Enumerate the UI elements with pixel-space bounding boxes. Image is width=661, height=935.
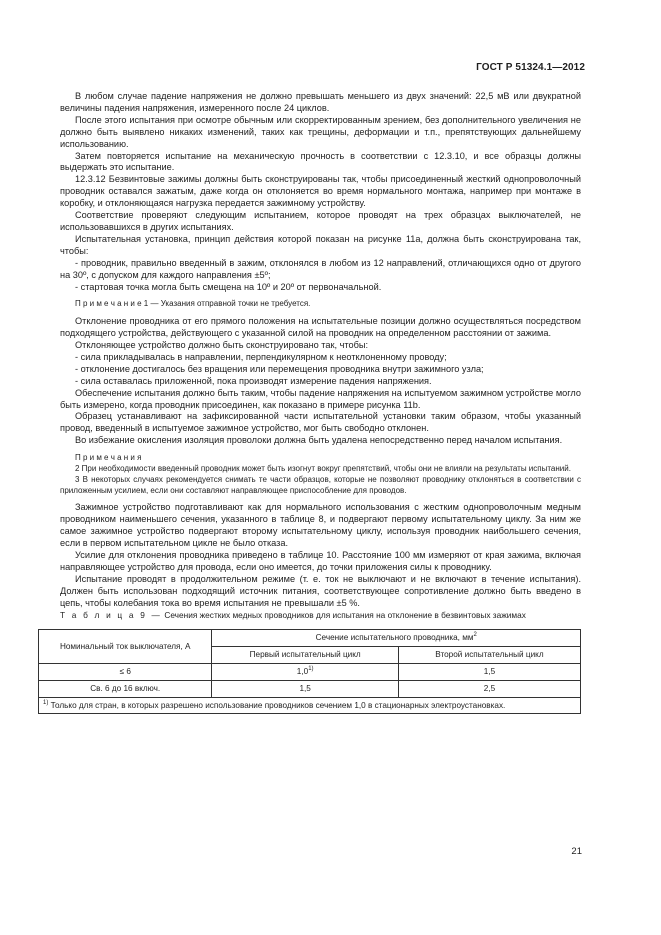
- note-1-text: Указания отправной точки не требуется.: [160, 299, 311, 309]
- header-first-cycle: Первый испытательный цикл: [212, 647, 398, 664]
- paragraph: В любом случае падение напряжения не должно превышать меньшего из двух значений: 22,5 мВ или двукратной величины падения напряжения, измеренного после 24 циклов.: [60, 91, 581, 113]
- table-title: Сечения жестких медных проводников для испытания на отклонение в безвинтовых зажимах: [164, 609, 526, 620]
- paragraph: Во избежание окисления изоляция проволоки должна быть удалена непосредственно перед началом испытания.: [75, 435, 563, 446]
- paragraph: Обеспечение испытания должно быть таким, чтобы падение напряжения на испытуемом зажимном устройстве могло быть измерено, когда проводник присоединен, как показано в примере рисунка 11b.: [60, 387, 581, 410]
- table-row: [39, 664, 581, 681]
- standard-header: ГОСТ Р 51324.1—2012: [476, 62, 585, 73]
- paragraph: - сила прикладывалась в направлении, перпендикулярном к неотклоненному проводу;: [75, 351, 447, 362]
- paragraph: Зажимное устройство подготавливают как для нормального использования с жестким однопроволочным медным проводником наименьшего сечения, указанного в таблице 8, и подвергают первому испытательному циклу. За ним же самое зажимное устройство подвергают второму испытательному циклу, используя проводник наибольшего сечения, если в первом испытательном цикле не было отказа.: [60, 502, 581, 549]
- paragraph: 12.3.12 Безвинтовые зажимы должны быть сконструированы так, чтобы присоединенный жесткий однопроволочный проводник оставался зажатым, даже когда он отклоняется во время нормального монтажа, например при монтаже в коробку, и отклоняющаяся нагрузка передается зажимному устройству.: [60, 174, 581, 209]
- header-current: Номинальный ток выключателя, А: [39, 630, 212, 664]
- header-second-cycle: Второй испытательный цикл: [398, 647, 580, 664]
- page-number: 21: [571, 846, 582, 857]
- table-caption: [60, 610, 581, 622]
- paragraph: Отклоняющее устройство должно быть сконструировано так, чтобы:: [75, 340, 369, 351]
- paragraph: Испытательная установка, принцип действия которой показан на рисунке 11а, должна быть сконструирована так, чтобы:: [60, 233, 581, 256]
- conductor-table: [38, 629, 581, 714]
- note-3: 3 В некоторых случаях рекомендуется снимать те части образцов, которые не позволяют проводнику отклоняться в соответствии с приложенным усилием, если они составляют направляющее приспособление для проводов.: [60, 474, 581, 495]
- paragraph: Усилие для отклонения проводника приведено в таблице 10. Расстояние 100 мм измеряют от края зажима, включая направляющее устройство для провода, если оно имеется, до точки приложения силы к проводнику.: [60, 549, 581, 572]
- paragraph: После этого испытания при осмотре обычным или скорректированным зрением, без дополнительного увеличения не должно быть выявлено никаких изменений, таких как трещины, деформации и т.п., препятствующих дальнейшему использованию.: [60, 114, 581, 149]
- paragraph: - отклонение достигалось без вращения или перемещения проводника внутри зажимного узла;: [75, 363, 484, 374]
- note-2: 2 При необходимости введенный проводник может быть изогнут вокруг препятствий, чтобы они не влияли на результаты испытаний.: [75, 463, 571, 473]
- cell-second: 1,5: [398, 664, 580, 681]
- table-row: [39, 681, 581, 698]
- paragraph: Испытание проводят в продолжительном режиме (т. е. ток не выключают и не включают в течение испытания). Должен быть использован подходящий источник питания, соответствующее сопротивление должно быть введено в цепь, чтобы колебания тока во время испытания не превышали ±5 %.: [60, 573, 581, 608]
- paragraph: Соответствие проверяют следующим испытанием, которое проводят на трех образцах выключателей, не использовавшихся в других испытаниях.: [60, 210, 581, 232]
- cell-second: 2,5: [398, 681, 580, 698]
- cell-current: ≤ 6: [39, 664, 212, 681]
- paragraph: - проводник, правильно введенный в зажим, отклонялся в любом из 12 направлений, отличающихся одно от другого на 30º, с допуском для каждого направления ±5º;: [60, 257, 581, 280]
- header-group: Сечение испытательного проводника, $мм^2$: [212, 630, 581, 647]
- document-body: [43, 91, 581, 714]
- cell-first: 1,0$^{1)}$: [212, 664, 398, 681]
- paragraph: Затем повторяется испытание на механическую прочность в соответствии с 12.3.10, и все образцы должны выдержать это испытание.: [60, 150, 581, 173]
- paragraph: - стартовая точка могла быть смещена на 10º и 20º от первоначальной.: [75, 281, 382, 292]
- note-1: [60, 299, 581, 310]
- paragraph: Отклонение проводника от его прямого положения на испытательные позиции должно осуществляться посредством подходящего устройства, действующего с указанной силой на проводник на определенном расстоянии от зажима.: [60, 316, 581, 339]
- table-footnote: $^{1)}$ Только для стран, в которых разрешено использование проводников сечением 1,0 в стационарных электроустановках.: [39, 698, 581, 714]
- notes-title: П р и м е ч а н и я: [75, 453, 142, 463]
- paragraph: Образец устанавливают на зафиксированной части испытательной установки таким образом, чтобы указанный провод, введенный в испытуемое зажимное устройство, мог быть свободно отклонен.: [60, 411, 581, 434]
- cell-current: Св. 6 до 16 включ.: [39, 681, 212, 698]
- paragraph: - сила оставалась приложенной, пока производят измерение падения напряжения.: [75, 375, 432, 386]
- note-1-label: П р и м е ч а н и е 1 —: [75, 299, 159, 309]
- table-label: Т а б л и ц а 9 —: [60, 609, 163, 620]
- cell-first: 1,5: [212, 681, 398, 698]
